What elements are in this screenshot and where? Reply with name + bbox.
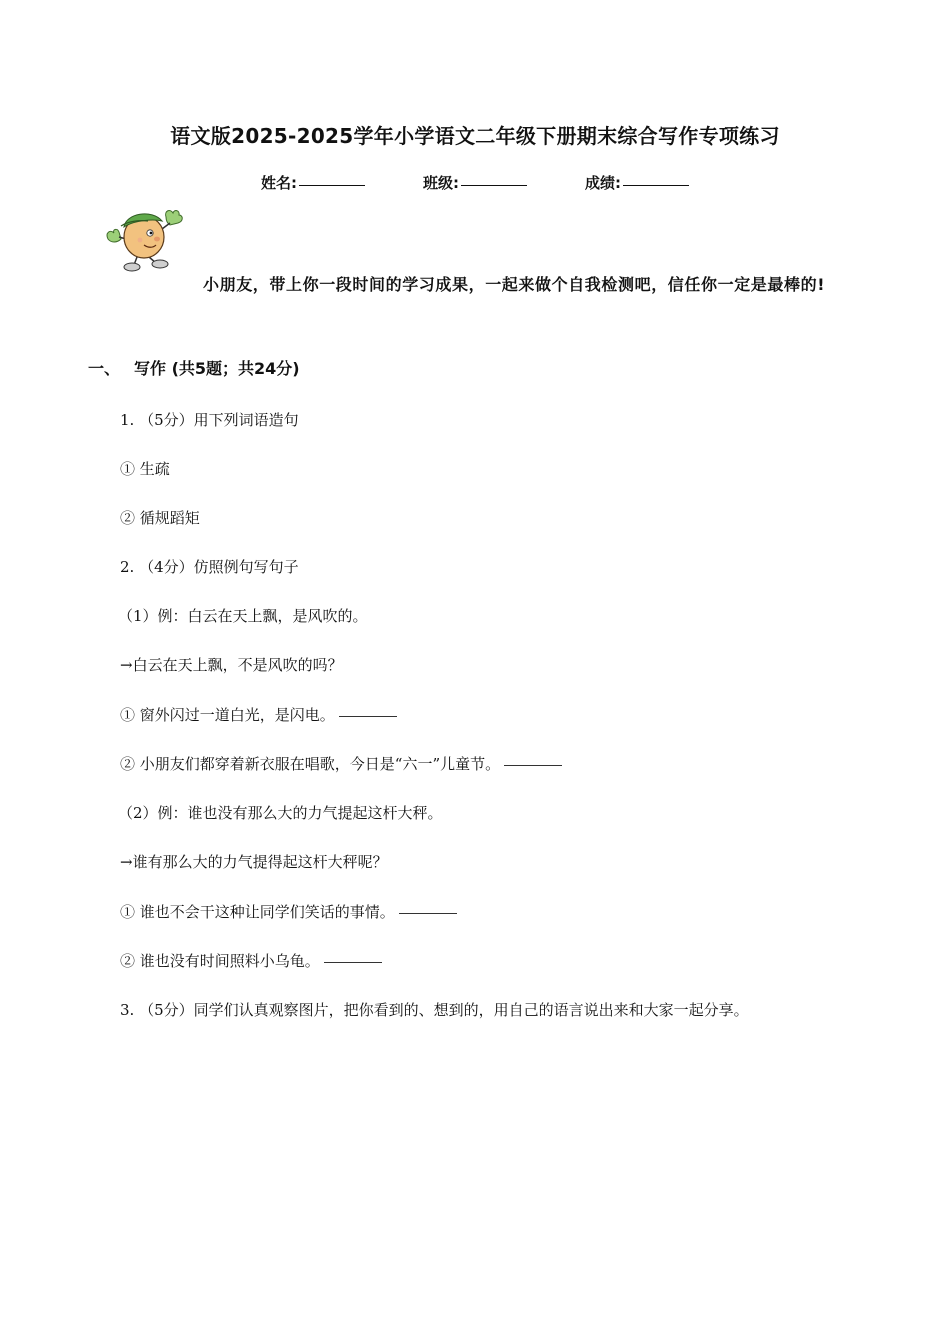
question-2-stem: 2. （4分）仿照例句写句子: [120, 558, 299, 576]
class-blank[interactable]: [461, 185, 527, 186]
question-2-part-1-example: （1）例：白云在天上飘，是风吹的。: [118, 607, 368, 625]
class-field[interactable]: [423, 172, 527, 193]
section-heading: [88, 356, 300, 379]
question-2-part-2-transformed: →谁有那么大的力气提得起这杆大秤呢？: [120, 853, 388, 871]
score-field[interactable]: [585, 172, 689, 193]
question-2-part-1-item-2: [120, 753, 562, 774]
section-number: 一、: [88, 359, 121, 378]
question-3-stem: 3. （5分）同学们认真观察图片，把你看到的、想到的，用自己的语言说出来和大家一起分享。: [120, 1001, 749, 1019]
score-label: 成绩:: [585, 174, 621, 192]
class-label: 班级:: [423, 174, 459, 192]
question-1-item-1: ① 生疏: [120, 460, 170, 478]
name-field[interactable]: [261, 172, 365, 193]
answer-blank[interactable]: [399, 913, 457, 914]
item-text: ① 谁也不会干这种让同学们笑话的事情。: [120, 903, 395, 921]
question-2-part-2-item-2: [120, 950, 382, 971]
intro-paragraph: 小朋友，带上你一段时间的学习成果，一起来做个自我检测吧，信任你一定是最棒的!: [203, 275, 826, 294]
answer-blank[interactable]: [504, 765, 562, 766]
item-text: ① 窗外闪过一道白光，是闪电。: [120, 706, 335, 724]
question-2-part-2-item-1: [120, 901, 457, 922]
answer-blank[interactable]: [339, 716, 397, 717]
answer-blank[interactable]: [324, 962, 382, 963]
student-info: [0, 172, 950, 193]
question-2-part-2-example: （2）例：谁也没有那么大的力气提起这杆大秤。: [118, 804, 443, 822]
item-text: ② 小朋友们都穿着新衣服在唱歌，今日是“六一”儿童节。: [120, 755, 501, 773]
question-2-part-1-transformed: →白云在天上飘，不是风吹的吗？: [120, 656, 343, 674]
section-title: 写作 (共5题；共24分): [134, 359, 300, 378]
question-1-stem: 1. （5分）用下列词语造句: [120, 411, 299, 429]
question-1-item-2: ② 循规蹈矩: [120, 509, 200, 527]
question-2-part-1-item-1: [120, 704, 397, 725]
score-blank[interactable]: [623, 185, 689, 186]
name-label: 姓名:: [261, 174, 297, 192]
item-text: ② 谁也没有时间照料小乌龟。: [120, 952, 320, 970]
cartoon-mascot-icon: [104, 203, 186, 273]
name-blank[interactable]: [299, 185, 365, 186]
page-title: 语文版2025-2025学年小学语文二年级下册期末综合写作专项练习: [170, 124, 780, 148]
